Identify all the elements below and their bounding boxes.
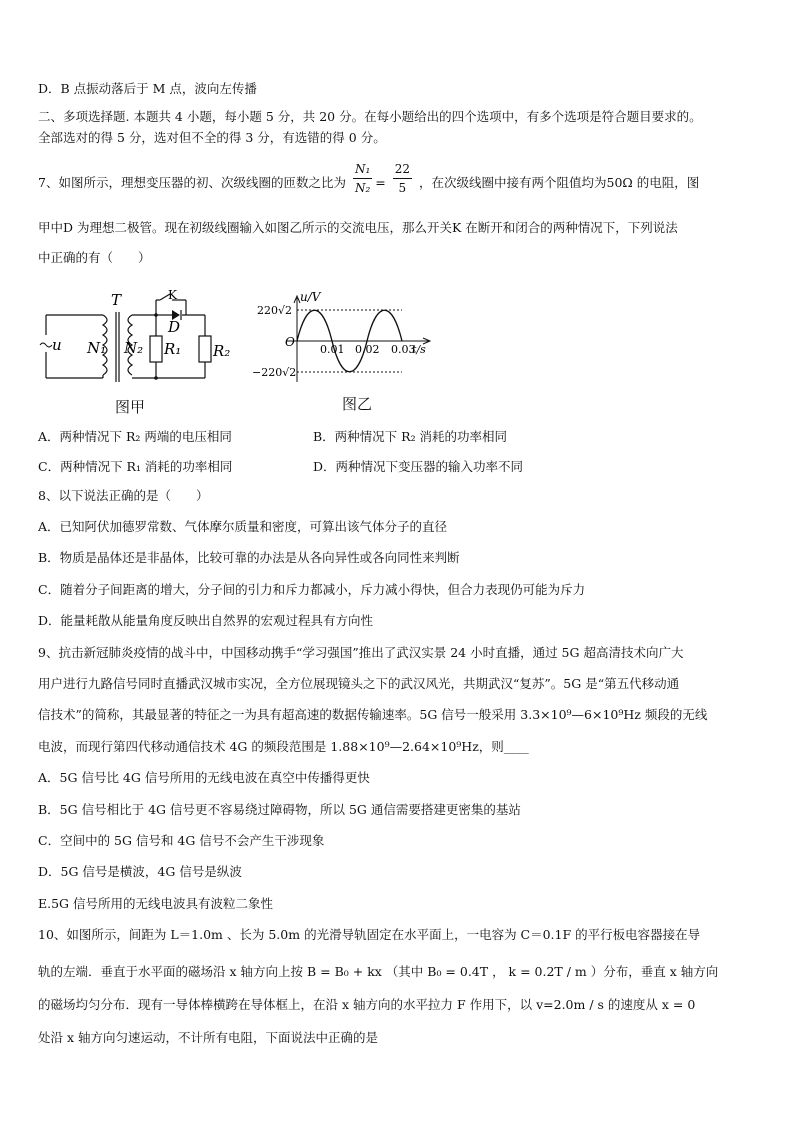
section2-heading-line2: 全部选对的得 5 分，选对但不全的得 3 分，有选错的得 0 分。 xyxy=(38,130,386,145)
q10-stem-line4: 处沿 x 轴方向匀速运动，不计所有电阻，下面说法中正确的是 xyxy=(38,1030,378,1045)
q7-stem-pre: 7、如图所示，理想变压器的初、次级线圈的匝数之比为 xyxy=(38,175,346,190)
tick-label-t3: 0.03 xyxy=(391,343,416,356)
source-label: u xyxy=(52,336,62,354)
r1-label: R₁ xyxy=(164,340,182,358)
turns-ratio-fraction xyxy=(353,160,372,197)
q9-option-a: A．5G 信号比 4G 信号所用的无线电波在真空中传播得更快 xyxy=(38,770,370,785)
r2-label: R₂ xyxy=(213,342,231,360)
switch-label: K xyxy=(168,290,177,302)
q9-stem-line2: 用户进行九路信号同时直播武汉城市实况，全方位展现镜头之下的武汉风光，共期武汉“复苏”。5G 是“第五代移动通 xyxy=(38,676,680,691)
origin-label: O xyxy=(285,335,295,349)
tick-label-t1: 0.01 xyxy=(320,343,345,356)
x-axis-label: t/s xyxy=(412,343,426,356)
q9-stem-line3: 信技术”的简称，其最显著的特征之一为具有超高速的数据传输速率。5G 信号一般采用 3.3×10⁹—6×10⁹Hz 频段的无线 xyxy=(38,707,708,722)
q8-option-a: A．已知阿伏加德罗常数、气体摩尔质量和密度，可算出该气体分子的直径 xyxy=(38,519,448,534)
fraction-numerator: N₁ xyxy=(353,160,372,179)
q6-option-d: D．B 点振动落后于 M 点，波向左传播 xyxy=(38,81,257,96)
q10-stem-line3: 的磁场均匀分布．现有一导体棒横跨在导体框上，在沿 x 轴方向的水平拉力 F 作用下，以 v=2.0m / s 的速度从 x = 0 xyxy=(38,997,696,1012)
q9-stem-line1: 9、抗击新冠肺炎疫情的战斗中，中国移动携手“学习强国”推出了武汉实景 24 小时直播，通过 5G 超高清技术向广大 xyxy=(38,645,684,660)
q8-option-c: C．随着分子间距离的增大，分子间的引力和斥力都减小，斥力减小得快，但合力表现仍可能为斥力 xyxy=(38,582,586,597)
fraction-denominator: N₂ xyxy=(354,181,371,195)
y-axis-label: u/V xyxy=(300,290,321,304)
n2-label: N₂ xyxy=(124,339,144,357)
q9-stem-line4: 电波，而现行第四代移动通信技术 4G 的频段范围是 1.88×10⁹—2.64×10⁹Hz，则____ xyxy=(38,739,529,754)
q7-stem-line1: 7、如图所示，理想变压器的初、次级线圈的匝数之比为 $\frac{\text{N₁}}{\text{N₂}}$ = $\frac{22}{5}$ ，在次级线圈中接有两个阻值均为50Ω 的电阻，图 xyxy=(38,162,700,195)
q8-option-b: B．物质是晶体还是非晶体，比较可靠的办法是从各向异性或各向同性来判断 xyxy=(38,550,460,565)
q7-option-d: D．两种情况下变压器的输入功率不同 xyxy=(313,459,524,474)
y-max-label: 220√2 xyxy=(257,304,293,317)
section2-heading-line1: 二、多项选择题. 本题共 4 小题，每小题 5 分，共 20 分。在每小题给出的四个选项中，有多个选项是符合题目要求的。 xyxy=(38,109,702,124)
q9-option-d: D．5G 信号是横波，4G 信号是纵波 xyxy=(38,864,242,879)
q8-stem: 8、以下说法正确的是（ ） xyxy=(38,488,209,503)
ratio-numerator: 22 xyxy=(393,160,412,179)
q7-stem-line2: 甲中D 为理想二极管。现在初级线圈输入如图乙所示的交流电压，那么开关K 在断开和闭合的两种情况下，下列说法 xyxy=(38,220,678,235)
turns-ratio-value xyxy=(393,160,412,197)
q7-stem-line3: 中正确的有（ ） xyxy=(38,250,151,265)
q8-option-d: D．能量耗散从能量角度反映出自然界的宏观过程具有方向性 xyxy=(38,613,374,628)
q10-stem-line1: 10、如图所示，间距为 L＝1.0m 、长为 5.0m 的光滑导轨固定在水平面上，一电容为 C＝0.1F 的平行板电容器接在导 xyxy=(38,927,701,942)
q9-option-b: B．5G 信号相比于 4G 信号更不容易绕过障碍物，所以 5G 通信需要搭建更密集的基站 xyxy=(38,802,521,817)
n1-label: N₁ xyxy=(87,339,107,357)
circuit-diagram-a xyxy=(38,290,238,390)
ratio-denominator: 5 xyxy=(398,181,407,195)
q7-option-b: B．两种情况下 R₂ 消耗的功率相同 xyxy=(313,429,508,444)
diode-label: D xyxy=(168,318,181,336)
voltage-waveform-b xyxy=(252,290,437,385)
y-min-label: −220√2 xyxy=(252,366,297,379)
q7-option-a: A．两种情况下 R₂ 两端的电压相同 xyxy=(38,429,232,444)
transformer-label: T xyxy=(111,291,122,309)
q7-option-c: C．两种情况下 R₁ 消耗的功率相同 xyxy=(38,459,233,474)
q10-stem-line2: 轨的左端．垂直于水平面的磁场沿 x 轴方向上按 B = B₀ + kx （其中 B₀ = 0.4T ， k = 0.2T / m ）分布，垂直 x 轴方向 xyxy=(38,964,719,979)
tick-label-t2: 0.02 xyxy=(355,343,380,356)
q7-stem-post: ，在次级线圈中接有两个阻值均为50Ω 的电阻，图 xyxy=(418,175,700,190)
figure-a-caption: 图甲 xyxy=(115,398,146,416)
q9-option-e: E.5G 信号所用的无线电波具有波粒二象性 xyxy=(38,896,274,911)
q9-option-c: C．空间中的 5G 信号和 4G 信号不会产生干涉现象 xyxy=(38,833,325,848)
figure-b-caption: 图乙 xyxy=(342,395,373,413)
